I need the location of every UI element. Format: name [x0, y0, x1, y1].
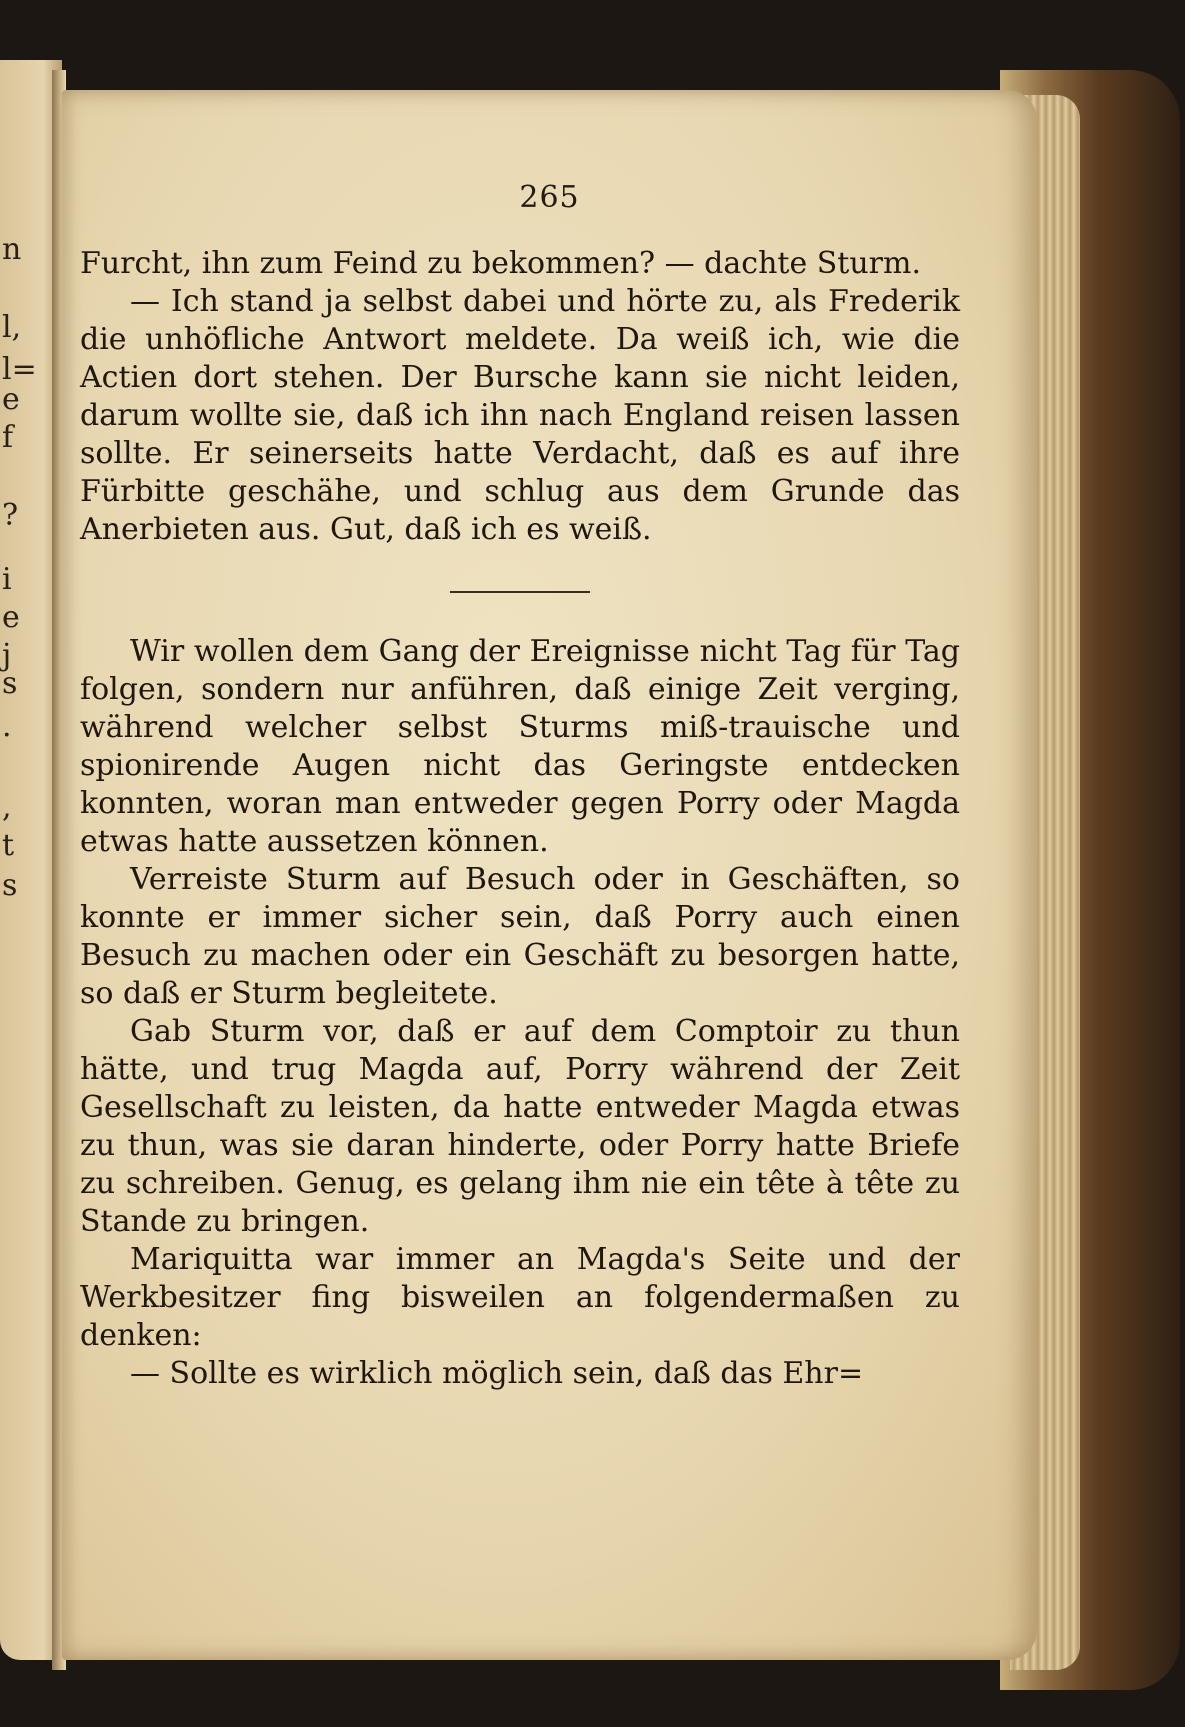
- paragraph: Gab Sturm vor, daß er auf dem Comptoir zu thun hätte, und trug Magda auf, Porry während der Zeit Gesellschaft zu leisten, da hatte entweder Magda etwas zu thun, was sie daran hinderte, oder Porry hatte Briefe zu schreiben. Genug, es gelang ihm nie ein tête à tête zu Stande zu bringen.: [80, 1014, 960, 1239]
- margin-fragment: e: [2, 382, 20, 417]
- margin-fragment: n: [2, 232, 22, 267]
- paragraph: — Sollte es wirklich möglich sein, daß das Ehr=: [130, 1356, 864, 1391]
- margin-fragment: l,: [2, 310, 22, 345]
- margin-fragment: j: [2, 638, 12, 673]
- paragraph: Furcht, ihn zum Feind zu bekommen? — dachte Sturm.: [80, 246, 921, 281]
- margin-fragment: s: [2, 868, 18, 903]
- section-divider: [450, 591, 590, 593]
- margin-fragment: ·: [2, 718, 12, 753]
- paragraph: Verreiste Sturm auf Besuch oder in Geschäften, so konnte er immer sicher sein, daß Porry auch einen Besuch zu machen oder ein Geschäft zu besorgen hatte, so daß er Sturm begleitete.: [80, 862, 960, 1011]
- margin-fragment: l=: [2, 352, 37, 387]
- margin-fragment: i: [2, 562, 12, 597]
- page-text: [80, 245, 960, 1393]
- margin-fragment: ?: [2, 498, 19, 533]
- page-number: 265: [519, 180, 580, 215]
- book-page: [62, 90, 1037, 1660]
- paragraph: Wir wollen dem Gang der Ereignisse nicht Tag für Tag folgen, sondern nur anführen, daß einige Zeit verging, während welcher selbst Sturms miß-trauische und spionirende Augen nicht das Geringste entdecken konnten, woran man entweder gegen Porry oder Magda etwas hatte aussetzen können.: [80, 634, 960, 859]
- margin-fragment: t: [2, 828, 15, 863]
- margin-fragment: s: [2, 666, 18, 701]
- margin-fragment: ,: [2, 790, 12, 825]
- margin-fragment: f: [2, 420, 14, 455]
- margin-fragment: e: [2, 600, 20, 635]
- paragraph: Mariquitta war immer an Magda's Seite und der Werkbesitzer fing bisweilen an folgendermaßen zu denken:: [80, 1242, 960, 1353]
- paragraph: — Ich stand ja selbst dabei und hörte zu, als Frederik die unhöfliche Antwort meldete. Da weiß ich, wie die Actien dort stehen. Der Bursche kann sie nicht leiden, darum wollte sie, daß ich ihn nach England reisen lassen sollte. Er seinerseits hatte Verdacht, daß es auf ihre Fürbitte geschähe, und schlug aus dem Grunde das Anerbieten aus. Gut, daß ich es weiß.: [80, 284, 960, 547]
